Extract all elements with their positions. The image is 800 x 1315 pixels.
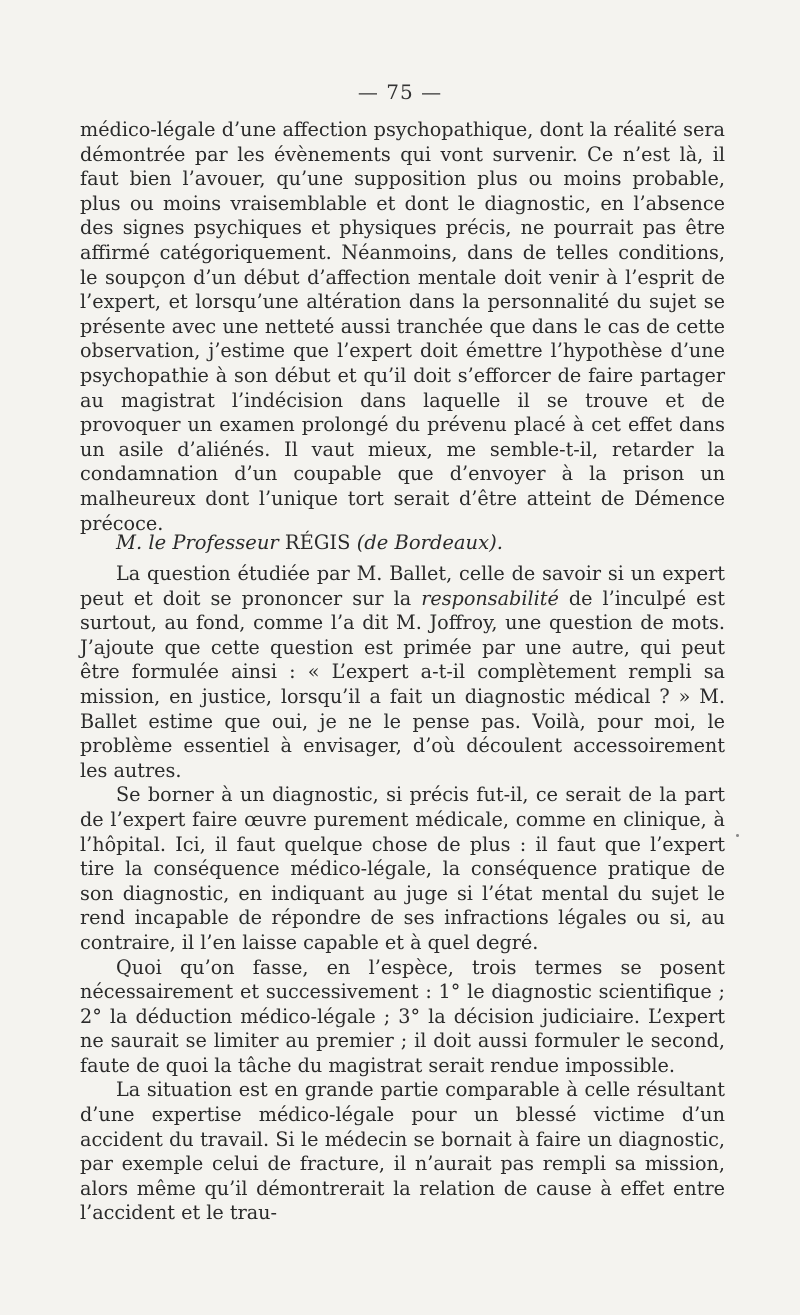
paragraph-question-part-1: La question étudiée par M. Ballet, celle de savoir si un expert peut et doit se prononcer sur la: [80, 562, 725, 610]
page-number: — 75 —: [357, 80, 443, 104]
responsabilite-emphasis: responsabilité: [421, 586, 559, 610]
body-text-bottom: [80, 562, 725, 1226]
opening-paragraph: médico-légale d’une affection psychopathique, dont la réalité sera démontrée par les évènements qui vont survenir. Ce n’est là, il faut bien l’avouer, qu’une supposition plus ou moins probable, plus ou moins vraisemblable et dont le diagnostic, en l’absence des signes psychiques et physiques précis, ne pourrait pas être affirmé catégoriquement. Néanmoins, dans de telles conditions, le soupçon d’un début d’affection mentale doit venir à l’esprit de l’expert, et lorsqu’une altération dans la personnalité du sujet se présente avec une netteté aussi tranchée que dans le cas de cette observation, j’estime que l’expert doit émettre l’hypothèse d’une psychopathie à son début et qu’il doit s’efforcer de faire partager au magistrat l’indécision dans laquelle il se trouve et de provoquer un examen prolongé du prévenu placé à cet effet dans un asile d’aliénés. Il vaut mieux, me semble-t-il, retarder la condamnation d’un coupable que d’envoyer à la prison un malheureux dont l’unique tort serait d’être atteint de Démence précoce.: [80, 118, 725, 535]
body-text-top: [80, 118, 725, 536]
speaker-heading: [116, 531, 503, 555]
paragraph-three-terms: Quoi qu’on fasse, en l’espèce, trois termes se posent nécessairement et successivement : 1° le diagnostic scientifique ; 2° la déduction médico-légale ; 3° la décision judiciaire. L’expert ne saurait se limiter au premier ; il doit aussi formuler le second, faute de quoi la tâche du magistrat serait rendue impossible.: [80, 955, 725, 1077]
paragraph-diagnostic: Se borner à un diagnostic, si précis fut-il, ce serait de la part de l’expert faire œuvre purement médicale, comme en clinique, à l’hôpital. Ici, il faut quelque chose de plus : il faut que l’expert tire la conséquence médico-légale, la conséquence pratique de son diagnostic, en indiquant au juge si l’état mental du sujet le rend incapable de répondre de ses infractions légales ou si, au contraire, il l’en laisse capable et à quel degré.: [80, 783, 725, 954]
speaker-name: RÉGIS: [284, 531, 351, 554]
speaker-title: M. le Professeur: [116, 531, 279, 554]
paragraph-question: [80, 562, 725, 783]
paragraph-question-part-2: de l’inculpé est surtout, au fond, comme l’a dit M. Joffroy, une question de mots. J’ajoute que cette question est primée par une autre, qui peut être formulée ainsi : « L’expert a-t-il complètement rempli sa mission, en justice, lorsqu’il a fait un diagnostic médical ? » M. Ballet estime que oui, je ne le pense pas. Voilà, pour moi, le problème essentiel à envisager, d’où découlent accessoirement les autres.: [80, 586, 725, 782]
paper-speck: [736, 834, 739, 837]
speaker-origin: (de Bordeaux).: [356, 531, 503, 554]
paragraph-situation: La situation est en grande partie comparable à celle résultant d’une expertise médico-légale pour un blessé victime d’un accident du travail. Si le médecin se bornait à faire un diagnostic, par exemple celui de fracture, il n’aurait pas rempli sa mission, alors même qu’il démontrerait la relation de cause à effet entre l’accident et le trau-: [80, 1078, 725, 1225]
